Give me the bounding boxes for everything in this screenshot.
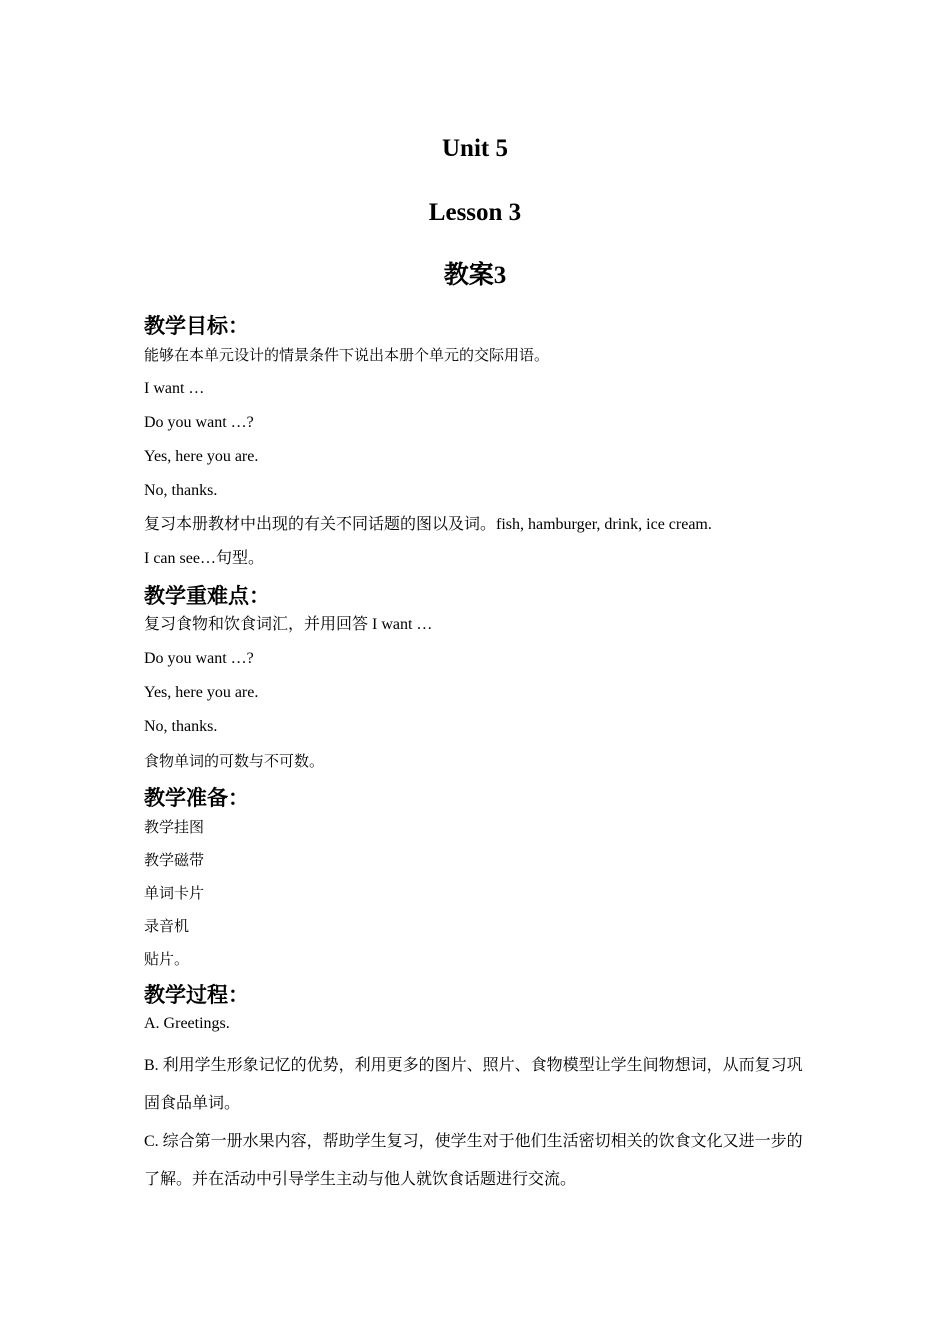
section-heading-goals: 教学目标：: [144, 314, 249, 338]
lesson-title: Lesson 3: [428, 199, 522, 226]
preparation-item: 贴片。: [144, 950, 190, 968]
key-point-line: Do you want …?: [144, 650, 254, 667]
process-step: A. Greetings.: [144, 1015, 230, 1032]
goal-line: 能够在本单元设计的情景条件下说出本册个单元的交际用语。: [144, 346, 550, 364]
goal-line: I can see…句型。: [144, 550, 264, 567]
goal-line: Do you want …?: [144, 414, 254, 431]
section-heading-process: 教学过程：: [144, 983, 249, 1007]
section-heading-preparation: 教学准备：: [144, 786, 249, 810]
key-point-line: 食物单词的可数与不可数。: [144, 752, 325, 770]
goal-line: 复习本册教材中出现的有关不同话题的图以及词。fish, hamburger, drink, ice cream.: [144, 516, 712, 533]
lesson-plan-title: 教案3: [443, 262, 507, 289]
goal-line: No, thanks.: [144, 482, 218, 499]
goal-line: I want …: [144, 380, 205, 397]
goal-line: Yes, here you are.: [144, 448, 259, 465]
preparation-item: 单词卡片: [144, 884, 205, 902]
document-body: [144, 312, 810, 1199]
key-point-line: 复习食物和饮食词汇，并用回答 I want …: [144, 616, 433, 633]
process-step: C. 综合第一册水果内容，帮助学生复习，使学生对于他们生活密切相关的饮食文化又进一步的了解。并在活动中引导学生主动与他人就饮食话题进行交流。: [144, 1133, 803, 1188]
preparation-item: 教学挂图: [144, 818, 205, 836]
unit-title: Unit 5: [442, 135, 508, 162]
preparation-item: 教学磁带: [144, 851, 205, 869]
section-heading-key-points: 教学重难点：: [144, 584, 270, 608]
key-point-line: No, thanks.: [144, 718, 218, 735]
key-point-line: Yes, here you are.: [144, 684, 259, 701]
preparation-item: 录音机: [144, 917, 190, 935]
process-step: B. 利用学生形象记忆的优势，利用更多的图片、照片、食物模型让学生间物想词，从而复习巩固食品单词。: [144, 1057, 803, 1112]
